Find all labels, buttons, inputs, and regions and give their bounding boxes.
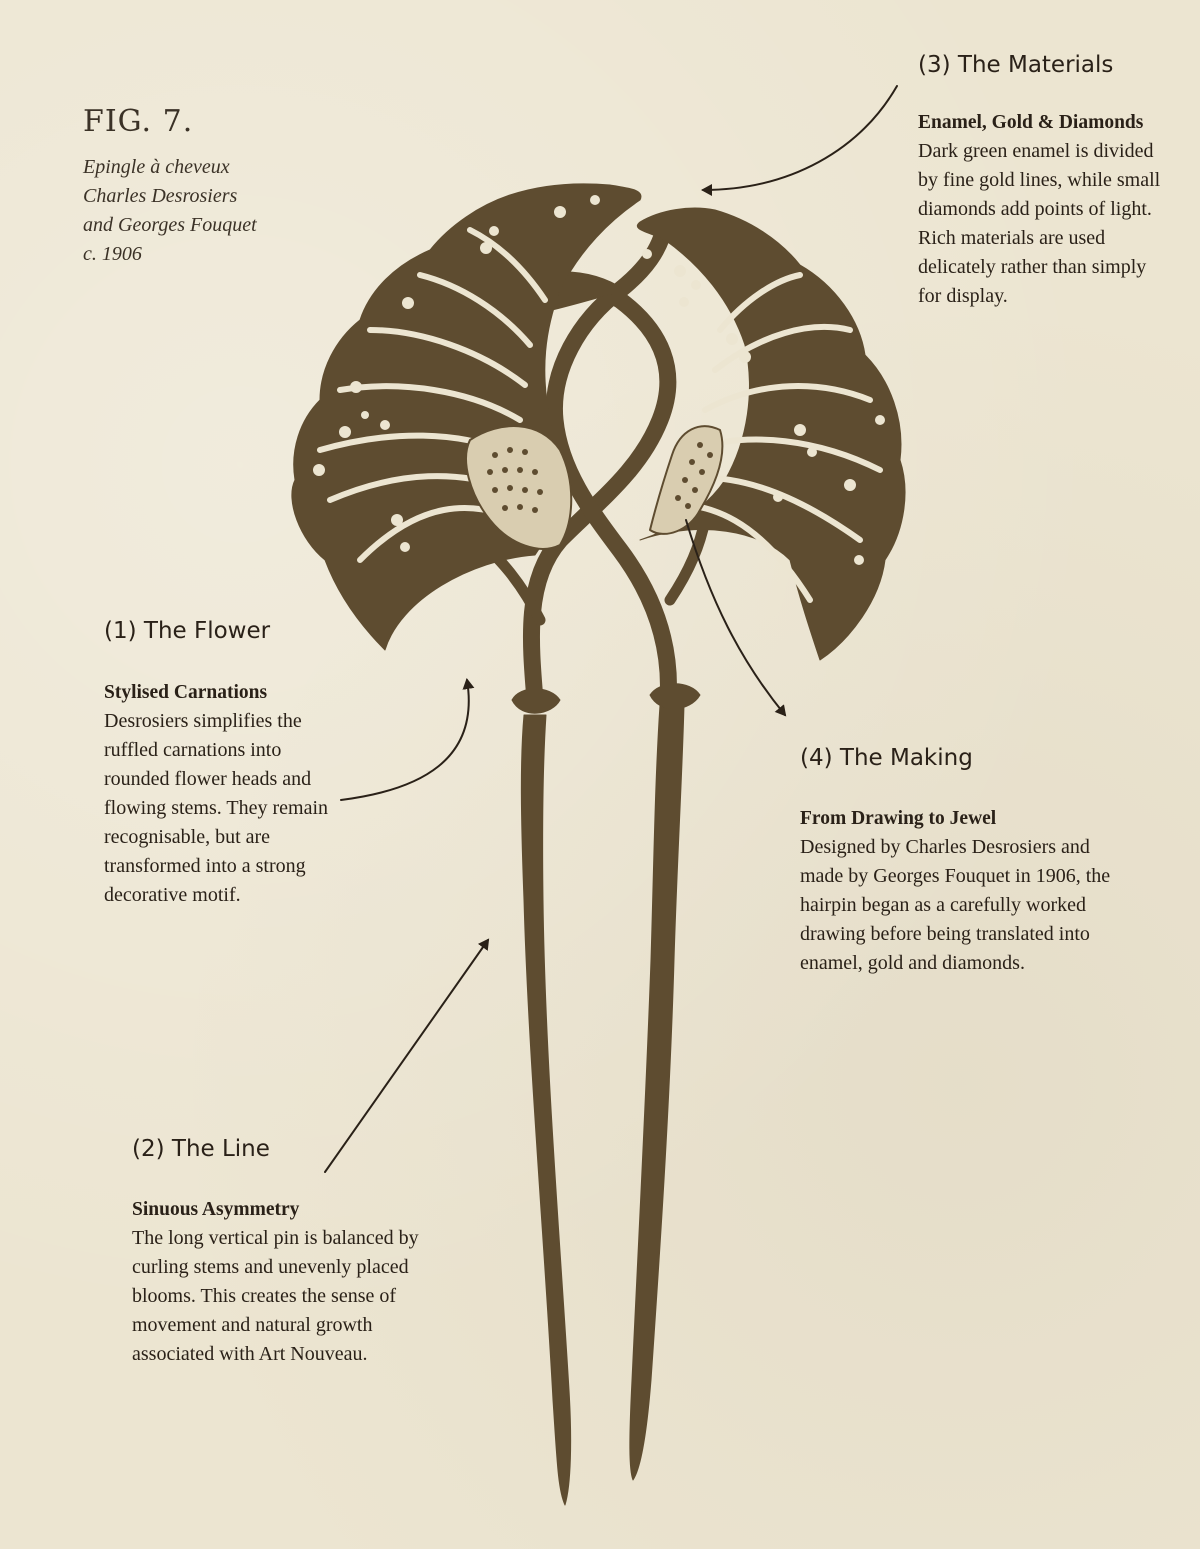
- callout-body: The long vertical pin is balanced by curling stems and unevenly placed blooms. This creates the sense of movement and natural growth associated with Art Nouveau.: [132, 1227, 419, 1365]
- callout-subheading: From Drawing to Jewel: [800, 808, 997, 829]
- right-prong: [630, 705, 684, 1480]
- arrow-materials: [703, 86, 897, 190]
- callout-heading: (3) The Materials: [918, 52, 1114, 78]
- callout-materials: [918, 52, 1168, 311]
- callout-heading: (1) The Flower: [104, 618, 271, 644]
- callout-heading: (4) The Making: [800, 745, 973, 771]
- callout-subheading: Sinuous Asymmetry: [132, 1199, 300, 1220]
- caption-line: c. 1906: [83, 243, 142, 265]
- figure-number: FIG. 7.: [83, 104, 194, 139]
- caption-line: Epingle à cheveux: [83, 156, 230, 178]
- callout-heading: (2) The Line: [132, 1136, 270, 1162]
- left-prong: [521, 715, 570, 1505]
- callout-body: Designed by Charles Desrosiers and made by Georges Fouquet in 1906, the hairpin began as a carefully worked drawing before being translated into enamel, gold and diamonds.: [800, 836, 1111, 974]
- caption-line: Charles Desrosiers: [83, 185, 238, 207]
- callout-subheading: Stylised Carnations: [104, 682, 268, 703]
- callout-making: [800, 745, 1130, 978]
- caption-line: and Georges Fouquet: [83, 214, 257, 236]
- figure-caption: [83, 153, 343, 269]
- callout-body: Dark green enamel is divided by fine gold lines, while small diamonds add points of light. Rich materials are used delicately rather than simply for display.: [918, 140, 1161, 307]
- callout-subheading: Enamel, Gold & Diamonds: [918, 112, 1144, 133]
- left-carnation-head: [292, 184, 641, 650]
- callout-flower: [104, 618, 339, 910]
- callout-body: Desrosiers simplifies the ruffled carnations into rounded flower heads and flowing stems. They remain recognisable, but are transformed into a strong decorative motif.: [104, 710, 329, 906]
- arrow-flower: [341, 680, 469, 800]
- callout-line: [132, 1136, 452, 1369]
